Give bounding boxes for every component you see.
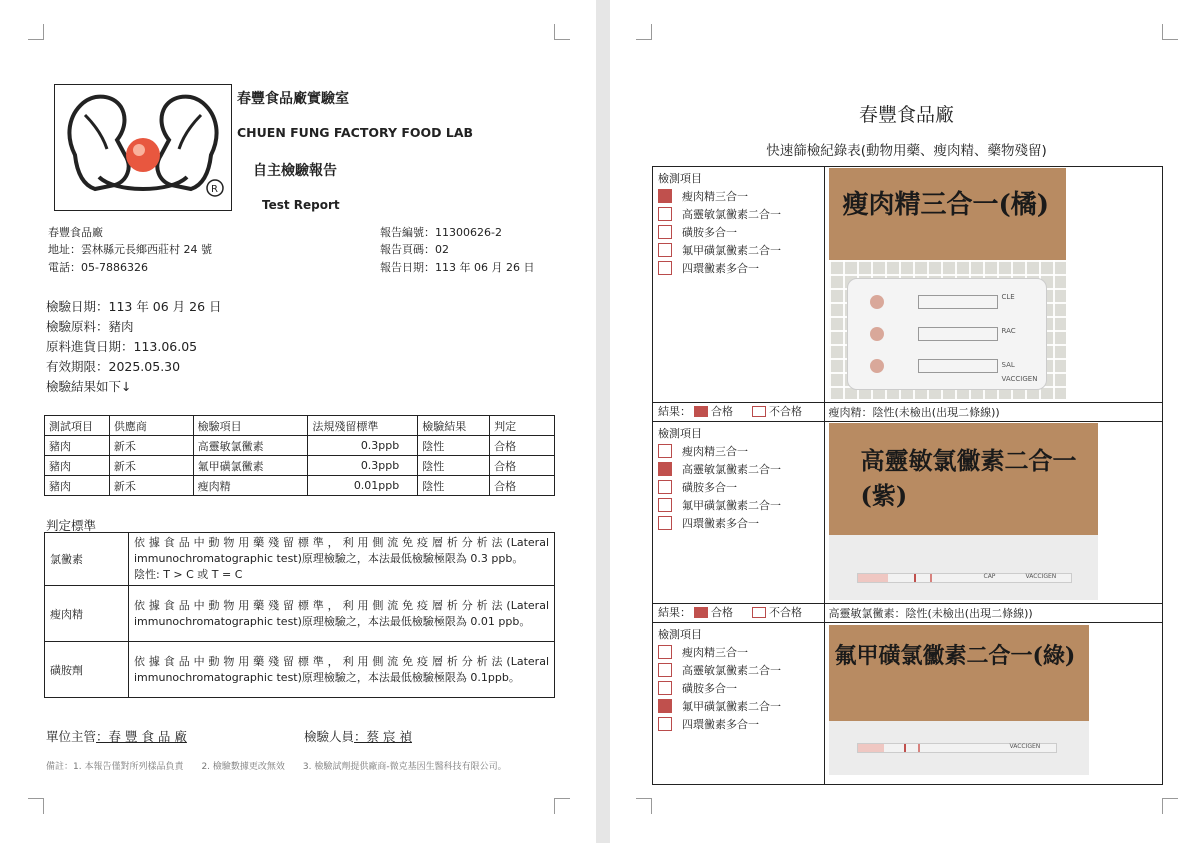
checkbox-label: 氟甲磺氯黴素二合一 <box>682 244 781 257</box>
sample-well <box>870 359 884 373</box>
table-cell: 高靈敏氯黴素 <box>193 436 308 456</box>
expiry-date: 有效期限：2025.05.30 <box>46 359 181 374</box>
checkbox-list <box>658 643 819 733</box>
checkbox-unchecked[interactable] <box>658 498 672 512</box>
checkbox-label: 四環黴素多合一 <box>682 718 759 731</box>
criteria-title: 判定標準 <box>46 518 97 533</box>
control-line <box>914 574 916 582</box>
table-cell: 新禾 <box>109 456 193 476</box>
checkbox-unchecked[interactable] <box>658 225 672 239</box>
test-cassette <box>847 278 1047 390</box>
table-row <box>45 476 555 496</box>
supervisor-value: ：春 豐 食 品 廠 <box>96 729 187 744</box>
test-window <box>918 327 998 341</box>
strip-label: CAP <box>983 573 996 580</box>
checkbox-label: 磺胺多合一 <box>682 226 737 239</box>
checkbox-unchecked[interactable] <box>658 243 672 257</box>
table-cell: 陰性 <box>418 456 490 476</box>
result-row <box>658 605 819 619</box>
checkbox-checked[interactable] <box>658 462 672 476</box>
checkbox-label: 四環黴素多合一 <box>682 517 759 530</box>
sample-pad <box>858 574 888 582</box>
margin-corner <box>554 798 570 814</box>
test-strip <box>857 743 1057 753</box>
checkbox-label: 磺胺多合一 <box>682 481 737 494</box>
test-strip <box>857 573 1072 583</box>
results-intro: 檢驗結果如下↓ <box>46 379 132 394</box>
photo-label: 高靈敏氯黴素二合一(紫) <box>860 446 1077 510</box>
checkbox-unchecked[interactable] <box>658 261 672 275</box>
checkbox-item[interactable] <box>658 514 819 532</box>
table-cell: 合格 <box>490 476 555 496</box>
record-title: 快速篩檢紀錄表(動物用藥、瘦肉精、藥物殘留) <box>766 143 1047 159</box>
table-cell: 豬肉 <box>45 456 110 476</box>
margin-corner <box>636 798 652 814</box>
company-name: 春豐食品廠 <box>48 226 103 239</box>
photo-label: 氟甲磺氯黴素二合一(綠) <box>834 643 1076 669</box>
checkbox-label: 瘦肉精三合一 <box>682 445 748 458</box>
table-cell: 新禾 <box>109 476 193 496</box>
table-cell: 豬肉 <box>45 436 110 456</box>
test-strip-photo <box>829 423 1098 600</box>
table-row <box>45 436 555 456</box>
checkbox-unchecked[interactable] <box>658 516 672 530</box>
record-page <box>610 0 1203 843</box>
result-cell <box>653 403 825 422</box>
items-label: 檢測項目 <box>658 172 702 185</box>
report-page-number: 報告頁碼：02 <box>380 243 449 256</box>
results-header-row <box>45 416 555 436</box>
strip-brand: VACCIGEN <box>1025 573 1057 580</box>
test-strip-photo <box>829 625 1089 775</box>
criteria-cell <box>129 533 555 586</box>
inspector-line <box>304 727 412 745</box>
checkbox-item[interactable] <box>658 442 819 460</box>
cassette-label: CLE <box>1001 293 1015 301</box>
checkbox-item[interactable] <box>658 187 819 205</box>
lab-name-zh: 春豐食品廠實驗室 <box>237 91 349 107</box>
table-cell: 0.3ppb <box>308 436 418 456</box>
test-material: 檢驗原料：豬肉 <box>46 319 134 334</box>
test-date: 檢驗日期：113 年 06 月 26 日 <box>46 299 222 314</box>
checkbox-label: 四環黴素多合一 <box>682 262 759 275</box>
photo-cell <box>824 422 1163 604</box>
checkbox-label: 高靈敏氯黴素二合一 <box>682 463 781 476</box>
hands-logo-icon <box>55 85 231 210</box>
criteria-extra: 陰性: T > C 或 T = C <box>134 568 243 581</box>
checkbox-unchecked[interactable] <box>658 681 672 695</box>
criteria-text: 依據食品中動物用藥殘留標準，利用側流免疫層析分析法(Lateral immunochromatographic test)原理檢驗之，本法最低檢驗極限為 0.3 ppb。 <box>134 536 549 565</box>
checkbox-checked[interactable] <box>658 189 672 203</box>
pass-label: 合格 <box>711 405 733 418</box>
report-title-en: Test Report <box>262 198 340 212</box>
checkbox-item[interactable] <box>658 496 819 514</box>
report-title-zh: 自主檢驗報告 <box>253 163 337 179</box>
checkbox-list <box>658 442 819 532</box>
report-number: 報告編號：11300626-2 <box>380 226 502 239</box>
checkbox-item[interactable] <box>658 697 819 715</box>
report-date: 報告日期：113 年 06 月 26 日 <box>380 261 535 274</box>
test-kit-photo <box>829 168 1066 399</box>
report-notes: 備註：1. 本報告僅對所列樣品負責 2. 檢驗數據更改無效 3. 檢驗試劑提供廠商-微克基因生醫科技有限公司。 <box>46 762 507 772</box>
inspector-label: 檢驗人員 <box>304 729 355 744</box>
checkbox-item[interactable] <box>658 460 819 478</box>
test-window <box>918 295 998 309</box>
report-page <box>0 0 596 843</box>
result-row <box>658 404 819 418</box>
items-cell <box>653 167 825 403</box>
column-header: 判定 <box>490 416 555 436</box>
lab-logo <box>54 84 232 211</box>
checkbox-label: 瘦肉精三合一 <box>682 190 748 203</box>
margin-corner <box>1162 798 1178 814</box>
criteria-text: 依據食品中動物用藥殘留標準，利用側流免疫層析分析法(Lateral immunochromatographic test)原理檢驗之，本法最低檢驗極限為 0.1ppb。 <box>129 642 555 698</box>
items-label: 檢測項目 <box>658 427 702 440</box>
lab-name-en: CHUEN FUNG FACTORY FOOD LAB <box>237 125 474 140</box>
items-label: 檢測項目 <box>658 628 702 641</box>
table-cell: 氟甲磺氯黴素 <box>193 456 308 476</box>
company-address: 地址：雲林縣元長鄉西莊村 24 號 <box>48 243 212 256</box>
result-label: 結果： <box>658 405 691 418</box>
checkbox-item[interactable] <box>658 661 819 679</box>
items-cell <box>653 623 825 785</box>
result-note: 瘦肉精：陰性(未檢出(出現二條線)) <box>824 403 1163 422</box>
results-table <box>44 415 555 496</box>
pass-label: 合格 <box>711 606 733 619</box>
test-line <box>918 744 920 752</box>
margin-corner <box>636 24 652 40</box>
cassette-label: RAC <box>1001 327 1016 335</box>
supervisor-line <box>46 727 187 745</box>
margin-corner <box>1162 24 1178 40</box>
svg-text:R: R <box>211 184 218 195</box>
column-header: 供應商 <box>109 416 193 436</box>
column-header: 測試項目 <box>45 416 110 436</box>
control-line <box>904 744 906 752</box>
photo-label: 瘦肉精三合一(橘) <box>842 190 1050 220</box>
criteria-label: 磺胺劑 <box>45 642 129 698</box>
checkbox-unchecked[interactable] <box>658 717 672 731</box>
inspector-value: ：蔡 宸 禎 <box>354 729 412 744</box>
checkbox-item[interactable] <box>658 223 819 241</box>
checkbox-unchecked[interactable] <box>658 480 672 494</box>
checkbox-unchecked[interactable] <box>658 207 672 221</box>
checkbox-label: 磺胺多合一 <box>682 682 737 695</box>
margin-corner <box>28 24 44 40</box>
result-note: 高靈敏氯黴素：陰性(未檢出(出現二條線)) <box>824 604 1163 623</box>
checkbox-item[interactable] <box>658 205 819 223</box>
table-cell: 合格 <box>490 436 555 456</box>
sample-well <box>870 295 884 309</box>
checkbox-label: 氟甲磺氯黴素二合一 <box>682 700 781 713</box>
sample-pad <box>858 744 884 752</box>
checkbox-unchecked[interactable] <box>658 444 672 458</box>
cassette-brand: VACCIGEN <box>1001 375 1038 383</box>
table-cell: 0.01ppb <box>308 476 418 496</box>
items-cell <box>653 422 825 604</box>
checkbox-label: 氟甲磺氯黴素二合一 <box>682 499 781 512</box>
checkbox-item[interactable] <box>658 643 819 661</box>
result-label: 結果： <box>658 606 691 619</box>
table-cell: 瘦肉精 <box>193 476 308 496</box>
column-header: 法規殘留標準 <box>308 416 418 436</box>
sample-well <box>870 327 884 341</box>
result-cell <box>653 604 825 623</box>
fail-checkbox[interactable] <box>752 607 766 618</box>
table-cell: 0.3ppb <box>308 456 418 476</box>
margin-corner <box>28 798 44 814</box>
checkbox-label: 瘦肉精三合一 <box>682 646 748 659</box>
strip-brand: VACCIGEN <box>1009 743 1041 750</box>
checkbox-item[interactable] <box>658 478 819 496</box>
table-cell: 陰性 <box>418 476 490 496</box>
pass-checkbox[interactable] <box>694 406 708 417</box>
column-header: 檢驗項目 <box>193 416 308 436</box>
criteria-table <box>44 532 555 698</box>
checkbox-unchecked[interactable] <box>658 663 672 677</box>
photo-cell <box>824 167 1163 403</box>
table-cell: 新禾 <box>109 436 193 456</box>
checkbox-item[interactable] <box>658 241 819 259</box>
table-cell: 合格 <box>490 456 555 476</box>
photo-cell <box>824 623 1163 785</box>
test-line <box>930 574 932 582</box>
fail-checkbox[interactable] <box>752 406 766 417</box>
table-cell: 陰性 <box>418 436 490 456</box>
criteria-text: 依據食品中動物用藥殘留標準，利用側流免疫層析分析法(Lateral immunochromatographic test)原理檢驗之，本法最低檢驗極限為 0.01 ppb。 <box>129 586 555 642</box>
cassette-label: SAL <box>1001 361 1015 369</box>
fail-label: 不合格 <box>769 606 802 619</box>
checkbox-item[interactable] <box>658 679 819 697</box>
purchase-date: 原料進貨日期：113.06.05 <box>46 339 198 354</box>
test-window <box>918 359 998 373</box>
checkbox-checked[interactable] <box>658 699 672 713</box>
fail-label: 不合格 <box>769 405 802 418</box>
criteria-label: 氯黴素 <box>45 533 129 586</box>
supervisor-label: 單位主管 <box>46 729 97 744</box>
checkbox-label: 高靈敏氯黴素二合一 <box>682 208 781 221</box>
pass-checkbox[interactable] <box>694 607 708 618</box>
checkbox-unchecked[interactable] <box>658 645 672 659</box>
criteria-label: 瘦肉精 <box>45 586 129 642</box>
factory-title: 春豐食品廠 <box>858 104 954 126</box>
record-table <box>652 166 1163 785</box>
table-cell: 豬肉 <box>45 476 110 496</box>
checkbox-list <box>658 187 819 277</box>
checkbox-item[interactable] <box>658 259 819 277</box>
strip-background <box>829 535 1098 600</box>
checkbox-label: 高靈敏氯黴素二合一 <box>682 664 781 677</box>
checkbox-item[interactable] <box>658 715 819 733</box>
margin-corner <box>554 24 570 40</box>
table-row <box>45 456 555 476</box>
company-phone: 電話：05-7886326 <box>48 261 148 274</box>
column-header: 檢驗結果 <box>418 416 490 436</box>
